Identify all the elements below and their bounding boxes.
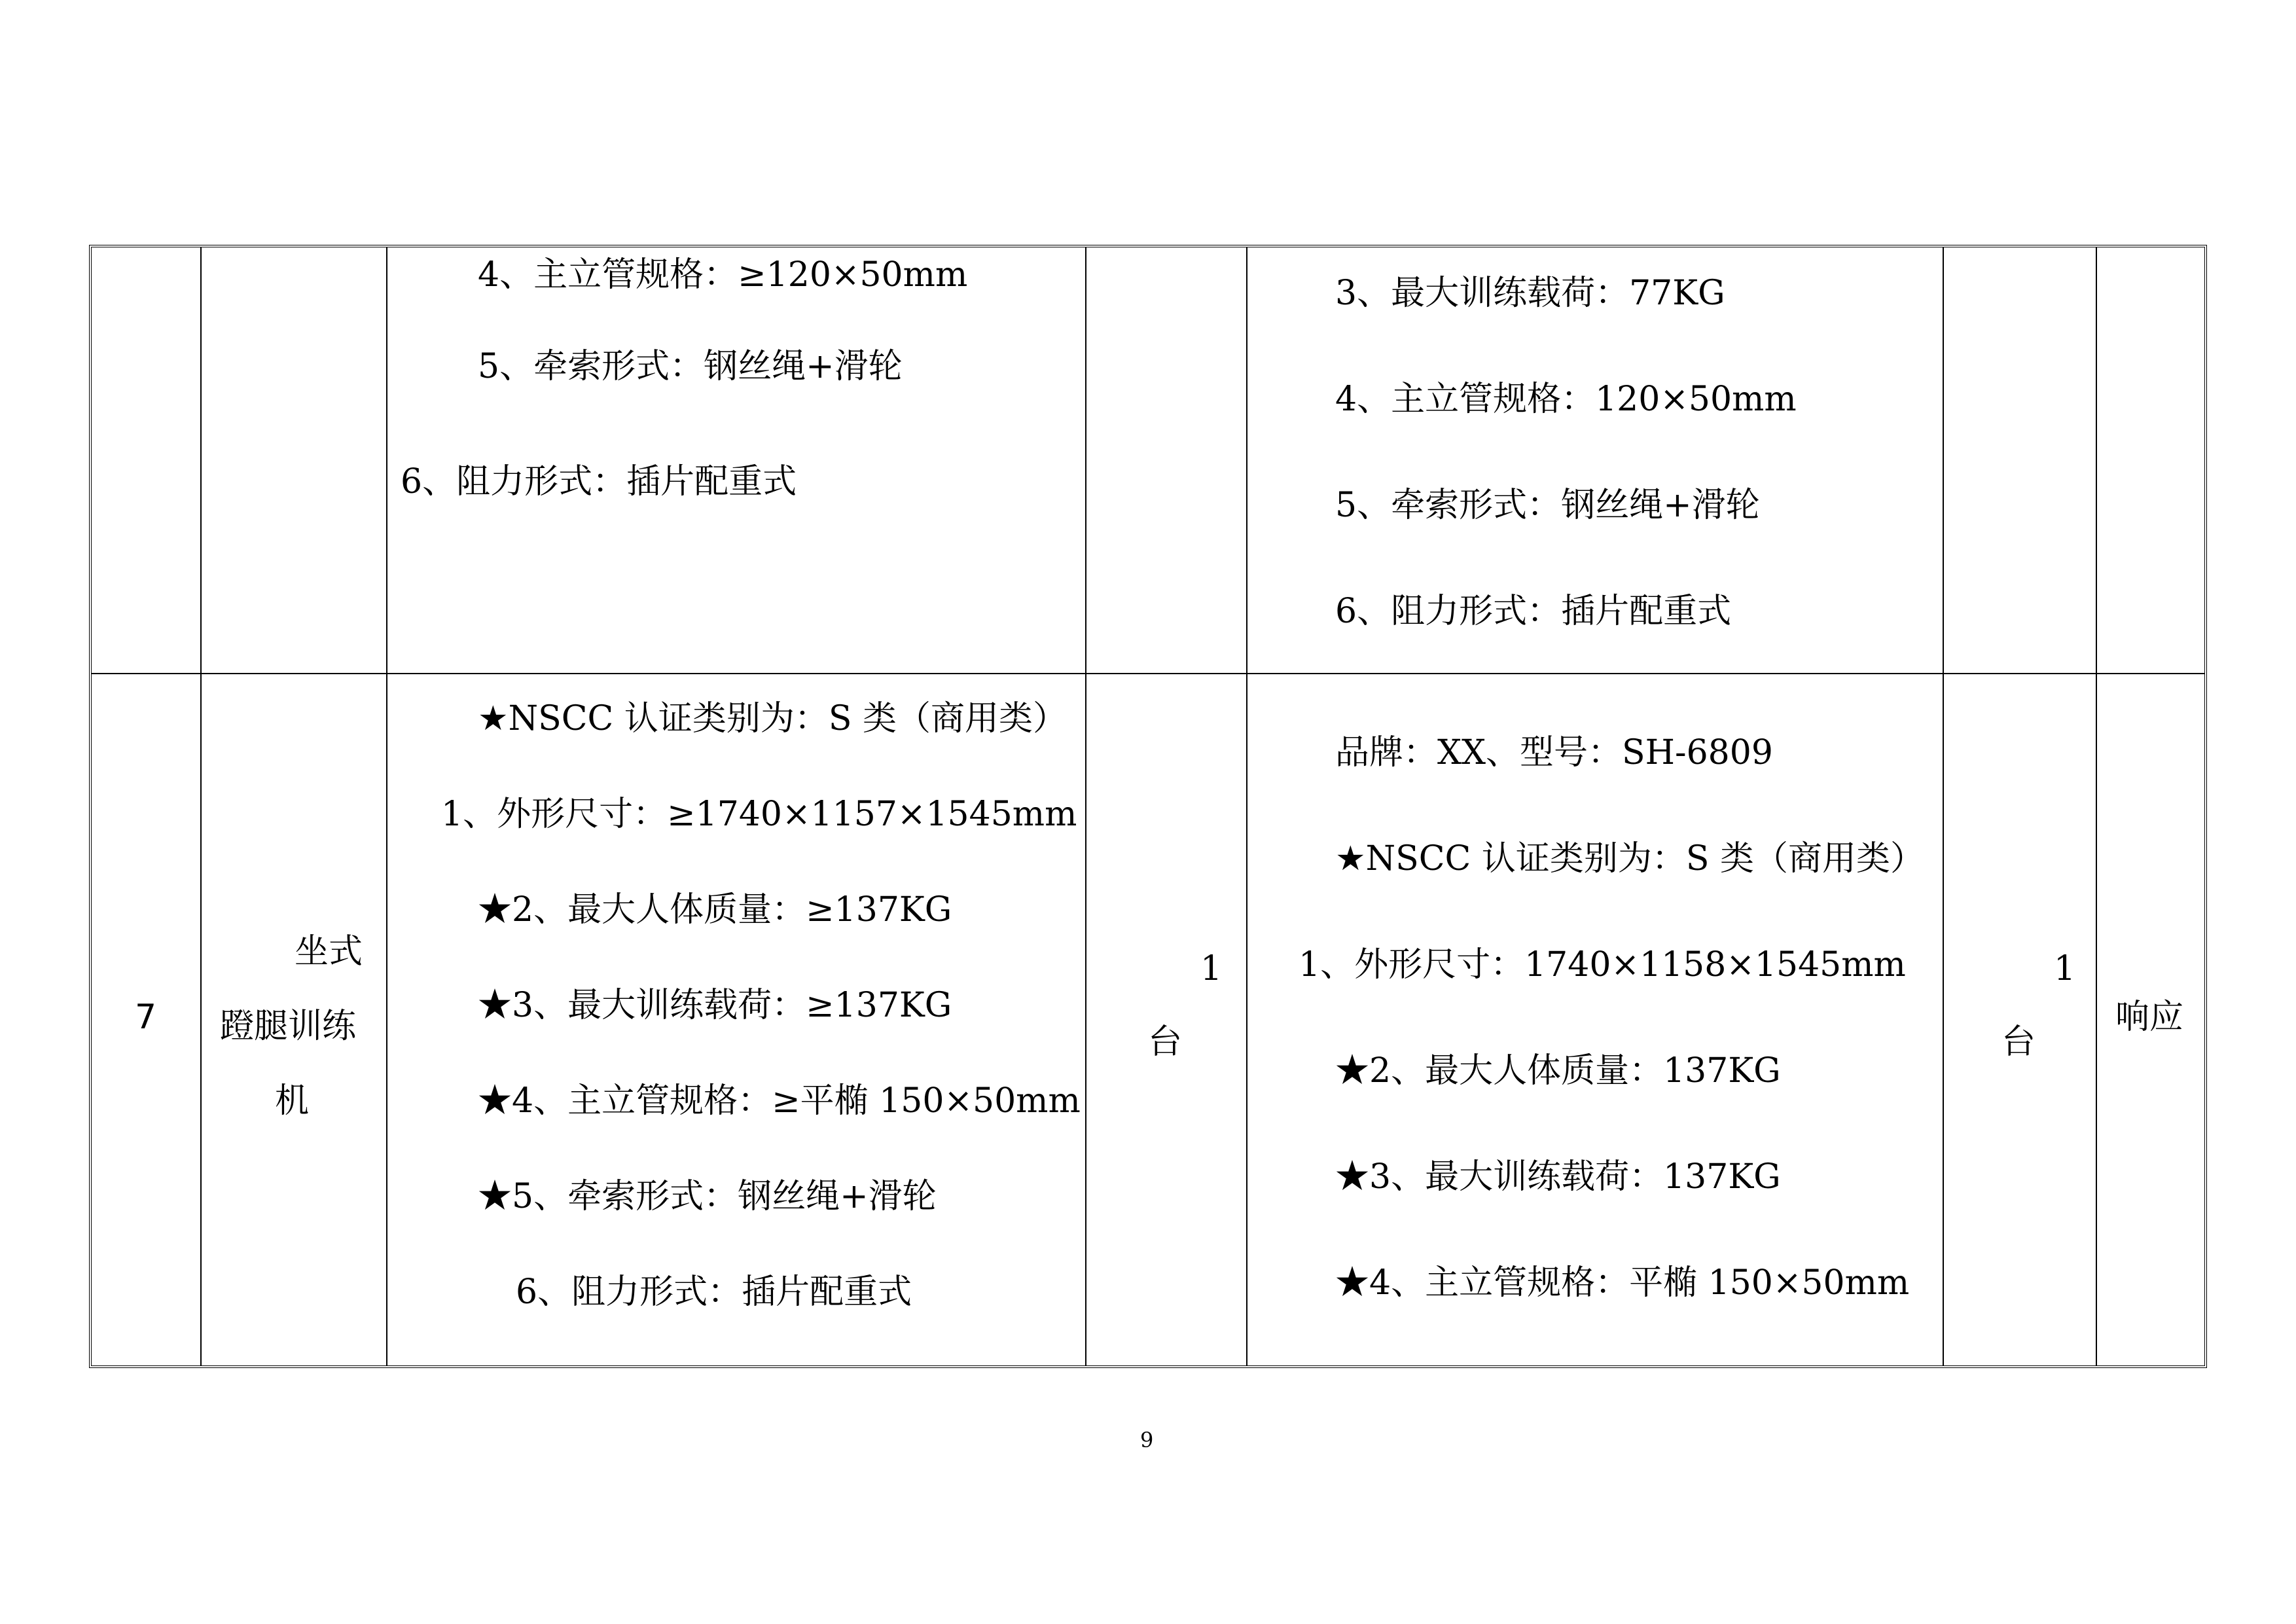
row1-requirement-line: 6、阻力形式：插片配重式 — [401, 462, 797, 501]
requirement-line: 1、外形尺寸：≥1740×1157×1545mm — [441, 795, 1077, 834]
requirement-line: ★3、最大训练载荷：≥137KG — [478, 986, 952, 1025]
offer-line: ★3、最大训练载荷：137KG — [1335, 1157, 1781, 1197]
requirement-line: 6、阻力形式：插片配重式 — [516, 1272, 912, 1312]
column-divider — [386, 247, 387, 1365]
item-name-line: 蹬腿训练 — [220, 1007, 357, 1046]
row-divider — [92, 673, 2204, 674]
offer-line: ★2、最大人体质量：137KG — [1335, 1051, 1781, 1091]
row-index: 7 — [135, 998, 157, 1037]
requirement-line: ★NSCC 认证类别为：S 类（商用类） — [478, 699, 1067, 738]
requirement-line: ★5、牵索形式：钢丝绳+滑轮 — [478, 1177, 937, 1216]
page-number: 9 — [1140, 1428, 1154, 1453]
response-status: 响应 — [2115, 998, 2184, 1037]
offer-line: 1、外形尺寸：1740×1158×1545mm — [1299, 945, 1906, 984]
column-divider — [1943, 247, 1944, 1365]
item-name-line: 坐式 — [295, 932, 363, 971]
quantity-number: 1 — [1200, 949, 1223, 988]
column-divider — [1085, 247, 1086, 1365]
offer-line: ★4、主立管规格：平椭 150×50mm — [1335, 1263, 1910, 1303]
offer-line: ★NSCC 认证类别为：S 类（商用类） — [1335, 839, 1924, 878]
offer-line: 品牌：XX、型号：SH-6809 — [1335, 733, 1773, 772]
row1-offer-line: 5、牵索形式：钢丝绳+滑轮 — [1335, 486, 1760, 525]
column-divider — [200, 247, 202, 1365]
spec-table — [89, 245, 2207, 1368]
requirement-line: ★4、主立管规格：≥平椭 150×50mm — [478, 1081, 1081, 1121]
row1-requirement-line: 5、牵索形式：钢丝绳+滑轮 — [478, 347, 903, 386]
row1-offer-line: 3、最大训练载荷：77KG — [1335, 274, 1725, 313]
row1-offer-line: 6、阻力形式：插片配重式 — [1335, 592, 1732, 631]
column-divider — [1246, 247, 1247, 1365]
quantity-unit: 台 — [1148, 1022, 1183, 1062]
row1-offer-line: 4、主立管规格：120×50mm — [1335, 380, 1797, 419]
offer-quantity-number: 1 — [2054, 949, 2076, 988]
item-name-line: 机 — [275, 1081, 310, 1121]
row1-requirement-line: 4、主立管规格：≥120×50mm — [478, 255, 968, 295]
offer-quantity-unit: 台 — [2001, 1022, 2036, 1062]
requirement-line: ★2、最大人体质量：≥137KG — [478, 890, 952, 929]
column-divider — [2096, 247, 2097, 1365]
